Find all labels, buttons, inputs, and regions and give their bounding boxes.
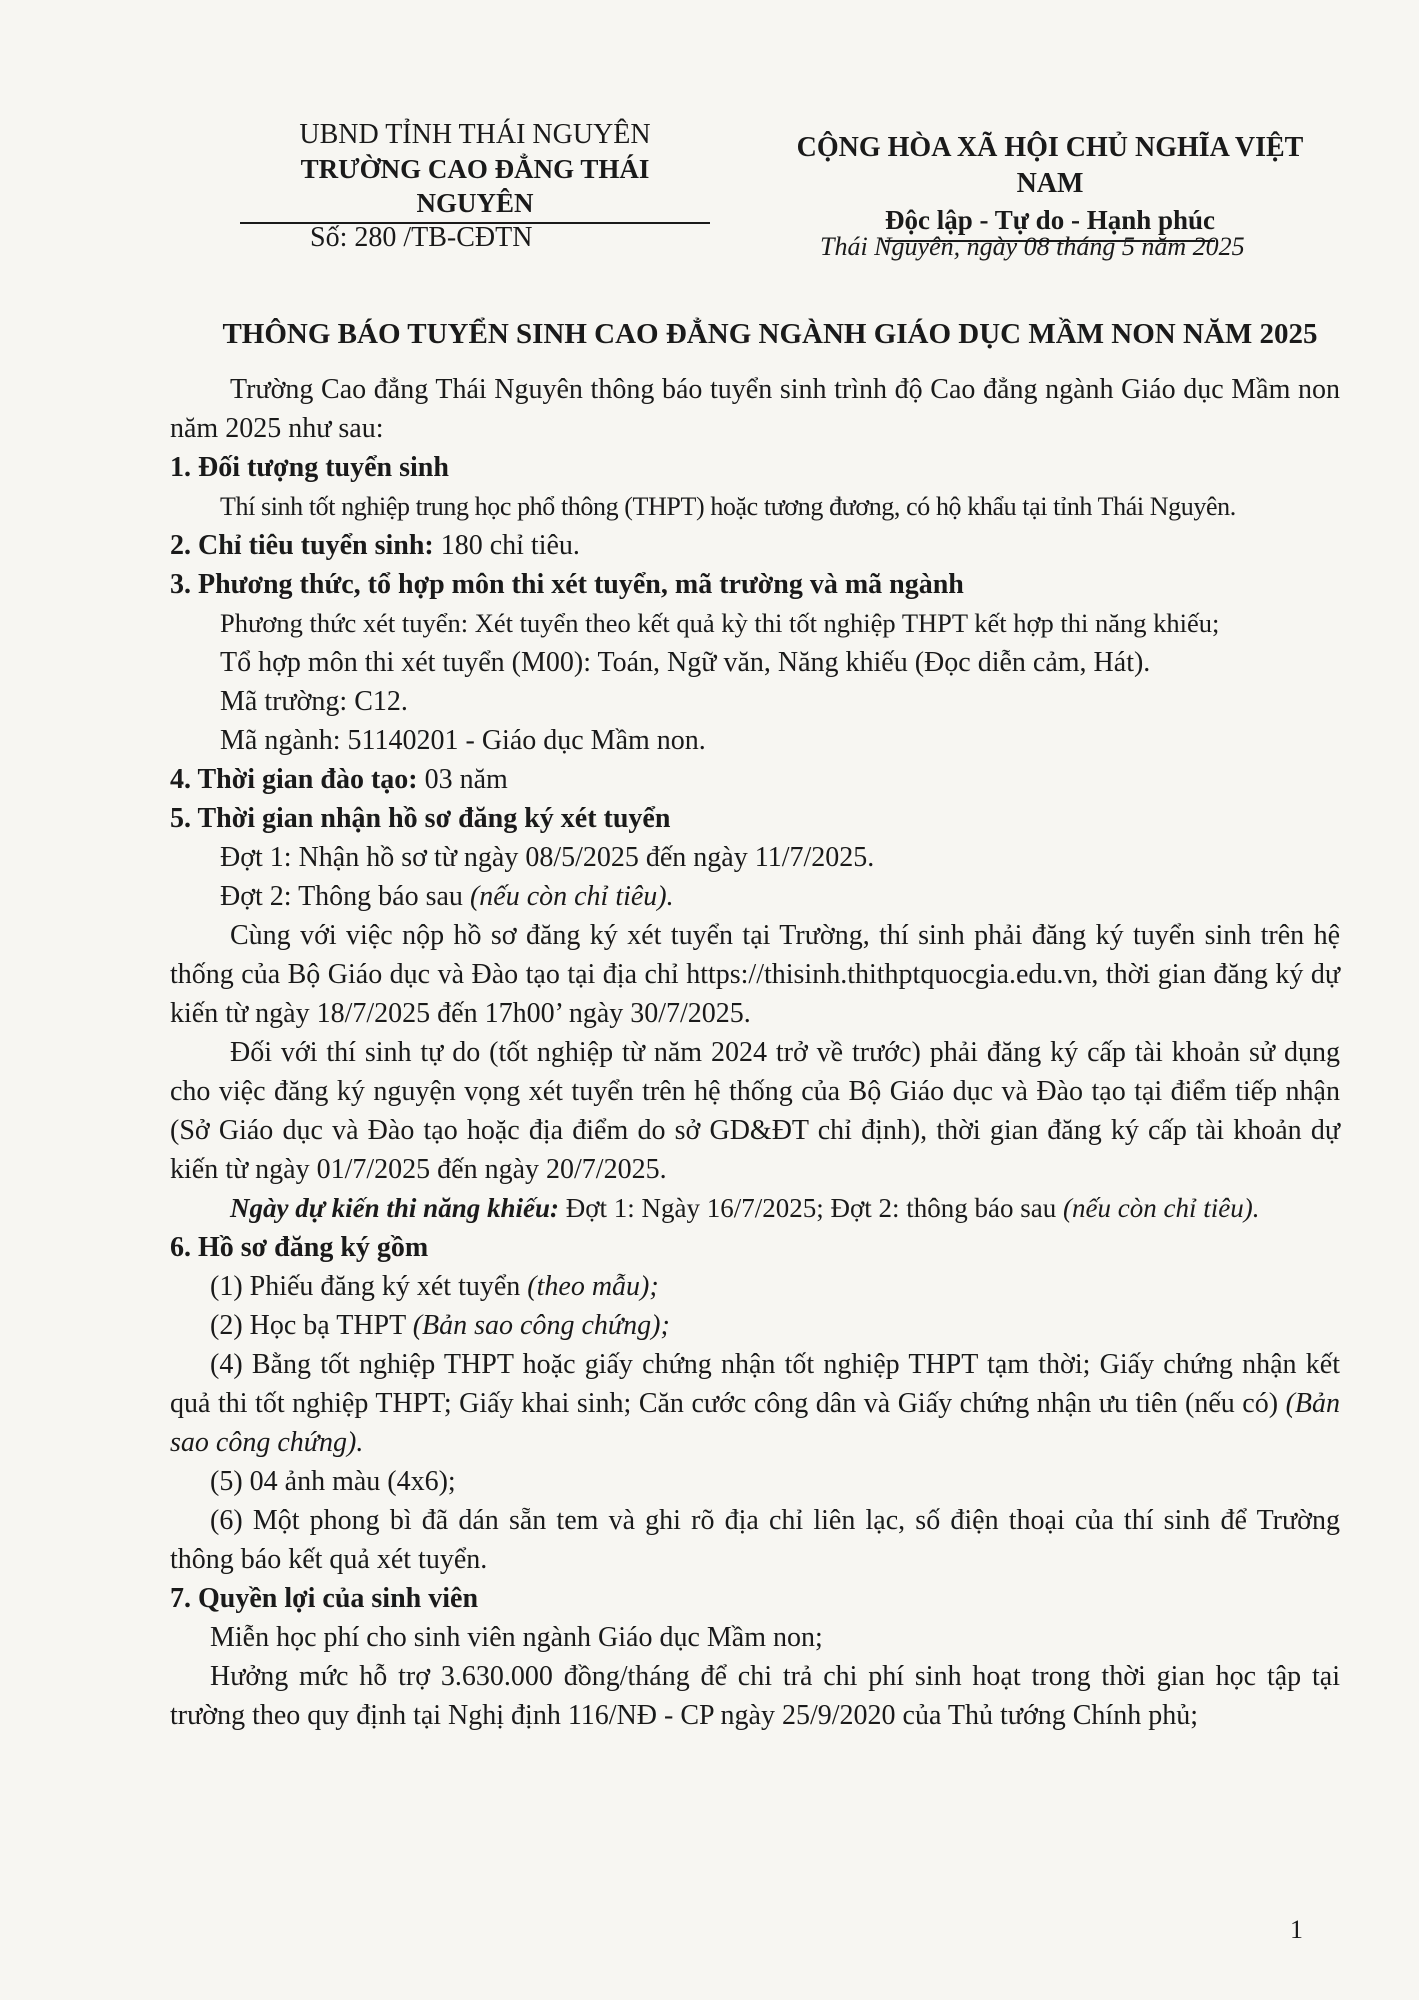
page-number: 1: [1290, 1915, 1303, 1944]
motto: Độc lập - Tự do - Hạnh phúc: [885, 202, 1215, 242]
item-5: (5) 04 ảnh màu (4x6);: [210, 1466, 456, 1497]
section-5-paragraph-2: Đối với thí sinh tự do (tốt nghiệp từ năm 2024 trở về trước) phải đăng ký cấp tài khoản sử dụng cho việc đăng ký nguyện vọng xét tuyển trên hệ thống của Bộ Giáo dục và Đào tạo tại điểm tiếp nhận (Sở Giáo dục và Đào tạo hoặc địa điểm do sở GD&ĐT chỉ định), thời gian đăng ký cấp tài khoản dự kiến từ ngày 01/7/2025 đến ngày 20/7/2025.: [170, 1037, 1340, 1185]
issuer-block: [240, 118, 710, 224]
intro-paragraph: Trường Cao đẳng Thái Nguyên thông báo tuyển sinh trình độ Cao đẳng ngành Giáo dục Mầm non năm 2025 như sau:: [170, 374, 1340, 444]
document-number: Số: 280 /TB-CĐTN: [310, 222, 533, 253]
section-1-heading: 1. Đối tượng tuyển sinh: [170, 452, 449, 483]
item-2-note: (Bản sao công chứng);: [412, 1310, 670, 1341]
document-body: [170, 370, 1340, 1735]
section-1-text: Thí sinh tốt nghiệp trung học phổ thông (THPT) hoặc tương đương, có hộ khẩu tại tỉnh Thái Nguyên.: [220, 492, 1236, 521]
section-6-heading: 6. Hồ sơ đăng ký gồm: [170, 1232, 429, 1263]
aptitude-label: Ngày dự kiến thi năng khiếu:: [230, 1193, 559, 1223]
item-4: (4) Bằng tốt nghiệp THPT hoặc giấy chứng nhận tốt nghiệp THPT tạm thời; Giấy chứng nhận kết quả thi tốt nghiệp THPT; Giấy khai sinh; Căn cước công dân và Giấy chứng nhận ưu tiên (nếu có): [170, 1349, 1340, 1419]
section-3-line-4: Mã ngành: 51140201 - Giáo dục Mầm non.: [220, 725, 706, 756]
section-3-line-1: Phương thức xét tuyển: Xét tuyển theo kết quả kỳ thi tốt nghiệp THPT kết hợp thi năng khiếu;: [220, 608, 1220, 638]
section-5-round-2-note: (nếu còn chỉ tiêu).: [469, 881, 674, 912]
document-title: THÔNG BÁO TUYỂN SINH CAO ĐẲNG NGÀNH GIÁO DỤC MẦM NON NĂM 2025: [222, 318, 1318, 350]
section-7-heading: 7. Quyền lợi của sinh viên: [170, 1583, 479, 1614]
section-7-line-1: Miễn học phí cho sinh viên ngành Giáo dục Mầm non;: [210, 1622, 823, 1653]
place-date: Thái Nguyên, ngày 08 tháng 5 năm 2025: [820, 232, 1245, 261]
section-5-paragraph-1: Cùng với việc nộp hồ sơ đăng ký xét tuyển tại Trường, thí sinh phải đăng ký tuyển sinh trên hệ thống của Bộ Giáo dục và Đào tạo tại địa chỉ https://thisinh.thithptquocgia.edu.vn, thời gian đăng ký dự kiến từ ngày 18/7/2025 đến 17h00’ ngày 30/7/2025.: [170, 920, 1340, 1029]
section-7-line-2: Hưởng mức hỗ trợ 3.630.000 đồng/tháng để chi trả chi phí sinh hoạt trong thời gian học tập tại trường theo quy định tại Nghị định 116/NĐ - CP ngày 25/9/2020 của Thủ tướng Chính phủ;: [170, 1661, 1340, 1731]
item-1: (1) Phiếu đăng ký xét tuyển: [210, 1271, 528, 1302]
issuer-name: TRƯỜNG CAO ĐẲNG THÁI NGUYÊN: [240, 152, 710, 224]
item-4-note: (Bản sao công chứng).: [170, 1388, 1340, 1458]
national-motto-block: [770, 130, 1330, 242]
item-1-note: (theo mẫu);: [527, 1271, 659, 1302]
section-5-round-1: Đợt 1: Nhận hồ sơ từ ngày 08/5/2025 đến ngày 11/7/2025.: [220, 842, 875, 873]
section-2-heading: 2. Chỉ tiêu tuyển sinh:: [170, 530, 434, 561]
item-2: (2) Học bạ THPT: [210, 1310, 413, 1341]
section-4-heading: 4. Thời gian đào tạo:: [170, 764, 418, 795]
section-4-value: 03 năm: [417, 764, 508, 795]
section-3-heading: 3. Phương thức, tổ hợp môn thi xét tuyển, mã trường và mã ngành: [170, 569, 964, 600]
aptitude-note: (nếu còn chỉ tiêu).: [1063, 1193, 1260, 1223]
nation-name: CỘNG HÒA XÃ HỘI CHỦ NGHĨA VIỆT NAM: [796, 132, 1304, 199]
section-3-line-2: Tổ hợp môn thi xét tuyển (M00): Toán, Ngữ văn, Năng khiếu (Đọc diễn cảm, Hát).: [220, 647, 1151, 678]
issuer-parent: UBND TỈNH THÁI NGUYÊN: [299, 119, 651, 150]
section-2-value: 180 chỉ tiêu.: [433, 530, 580, 561]
section-5-round-2: Đợt 2: Thông báo sau: [220, 881, 470, 912]
section-3-line-3: Mã trường: C12.: [220, 686, 408, 717]
item-6: (6) Một phong bì đã dán sẵn tem và ghi rõ địa chỉ liên lạc, số điện thoại của thí sinh để Trường thông báo kết quả xét tuyển.: [170, 1505, 1340, 1575]
aptitude-text: Đợt 1: Ngày 16/7/2025; Đợt 2: thông báo sau: [558, 1193, 1064, 1223]
section-5-heading: 5. Thời gian nhận hồ sơ đăng ký xét tuyển: [170, 803, 671, 834]
